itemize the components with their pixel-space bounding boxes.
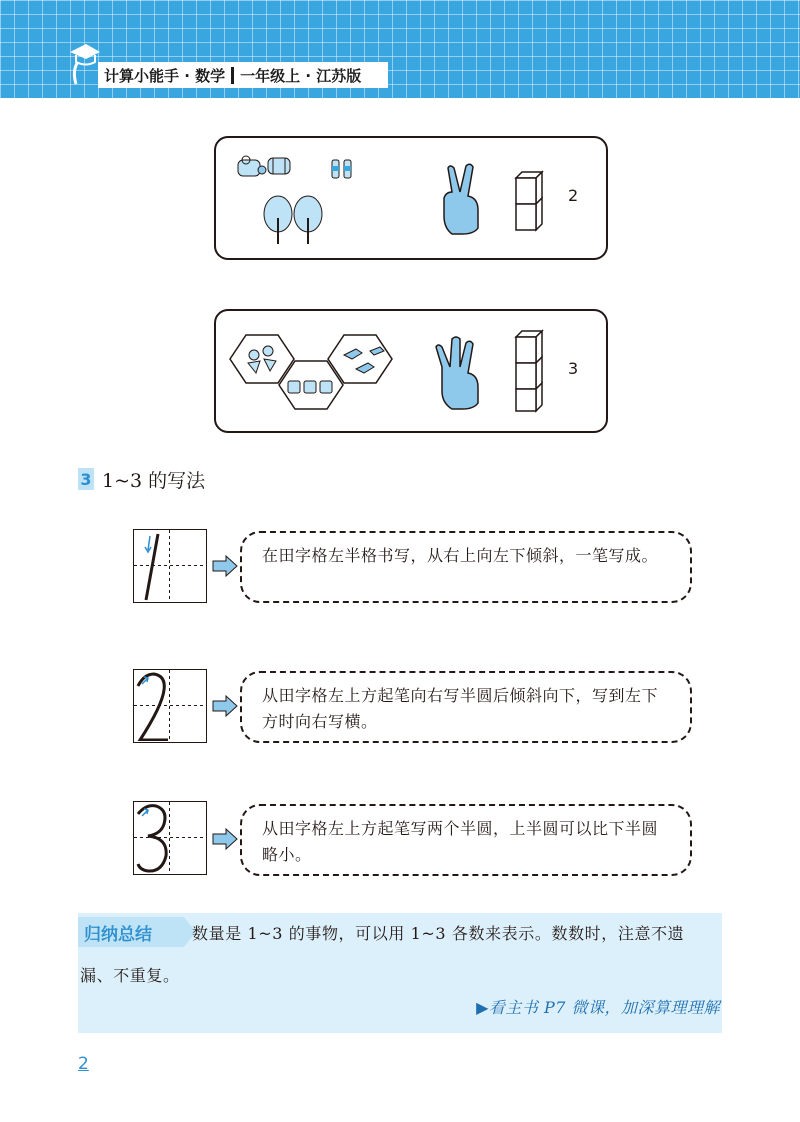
cup-icon [288,381,332,393]
page-number: 2 [78,1054,89,1074]
instruction-two: 从田字格左上方起笔向右写半圆后倾斜向下，写到左下方时向右写横。 [240,671,692,743]
tian-grid-one [133,529,207,603]
tian-grid-three [133,801,207,875]
title-separator [231,67,234,84]
counting-box-two [214,136,608,260]
graduation-cap-icon [68,40,102,86]
cube-stack-three [516,331,542,411]
section-title: 1~3 的写法 [102,470,206,492]
count-number: 2 [568,186,579,205]
summary-text-line2: 漏、不重复。 [80,966,180,985]
arrow-right-icon [212,695,238,717]
arrow-right-icon [212,555,238,577]
page-header [0,0,800,98]
summary-text-line1: 数量是 1~3 的事物，可以用 1~3 各数来表示。数数时，注意不遗 [192,924,685,943]
grade-edition: 一年级上 · 江苏版 [240,66,362,85]
summary-box [78,913,722,1033]
bag-icon [238,156,266,176]
hand-three-fingers-icon [436,337,478,409]
counting-illustration-two [216,138,610,262]
header-title-box [98,62,388,88]
tree-icon [264,196,292,244]
bottle-icon [344,160,351,178]
counting-illustration-three [216,311,610,435]
section-number: 3 [78,468,94,490]
hand-two-fingers-icon [444,164,478,234]
tian-grid-two [133,669,207,743]
bottle-icon [332,160,339,178]
counting-box-three [214,309,608,433]
tree-icon [294,196,322,244]
bag-icon [268,158,290,174]
arrow-right-icon [212,828,238,850]
cube-stack-two [516,172,542,230]
instruction-three: 从田字格左上方起笔写两个半圆，上半圆可以比下半圆略小。 [240,804,692,876]
main-book-link[interactable]: ▶看主书 P7 微课，加深算理理解 [476,998,720,1017]
count-number: 3 [568,359,579,378]
instruction-one: 在田字格左半格书写，从右上向左下倾斜，一笔写成。 [240,531,692,603]
book-title: 计算小能手 · 数学 [104,66,226,85]
summary-tag: 归纳总结 [78,917,184,947]
